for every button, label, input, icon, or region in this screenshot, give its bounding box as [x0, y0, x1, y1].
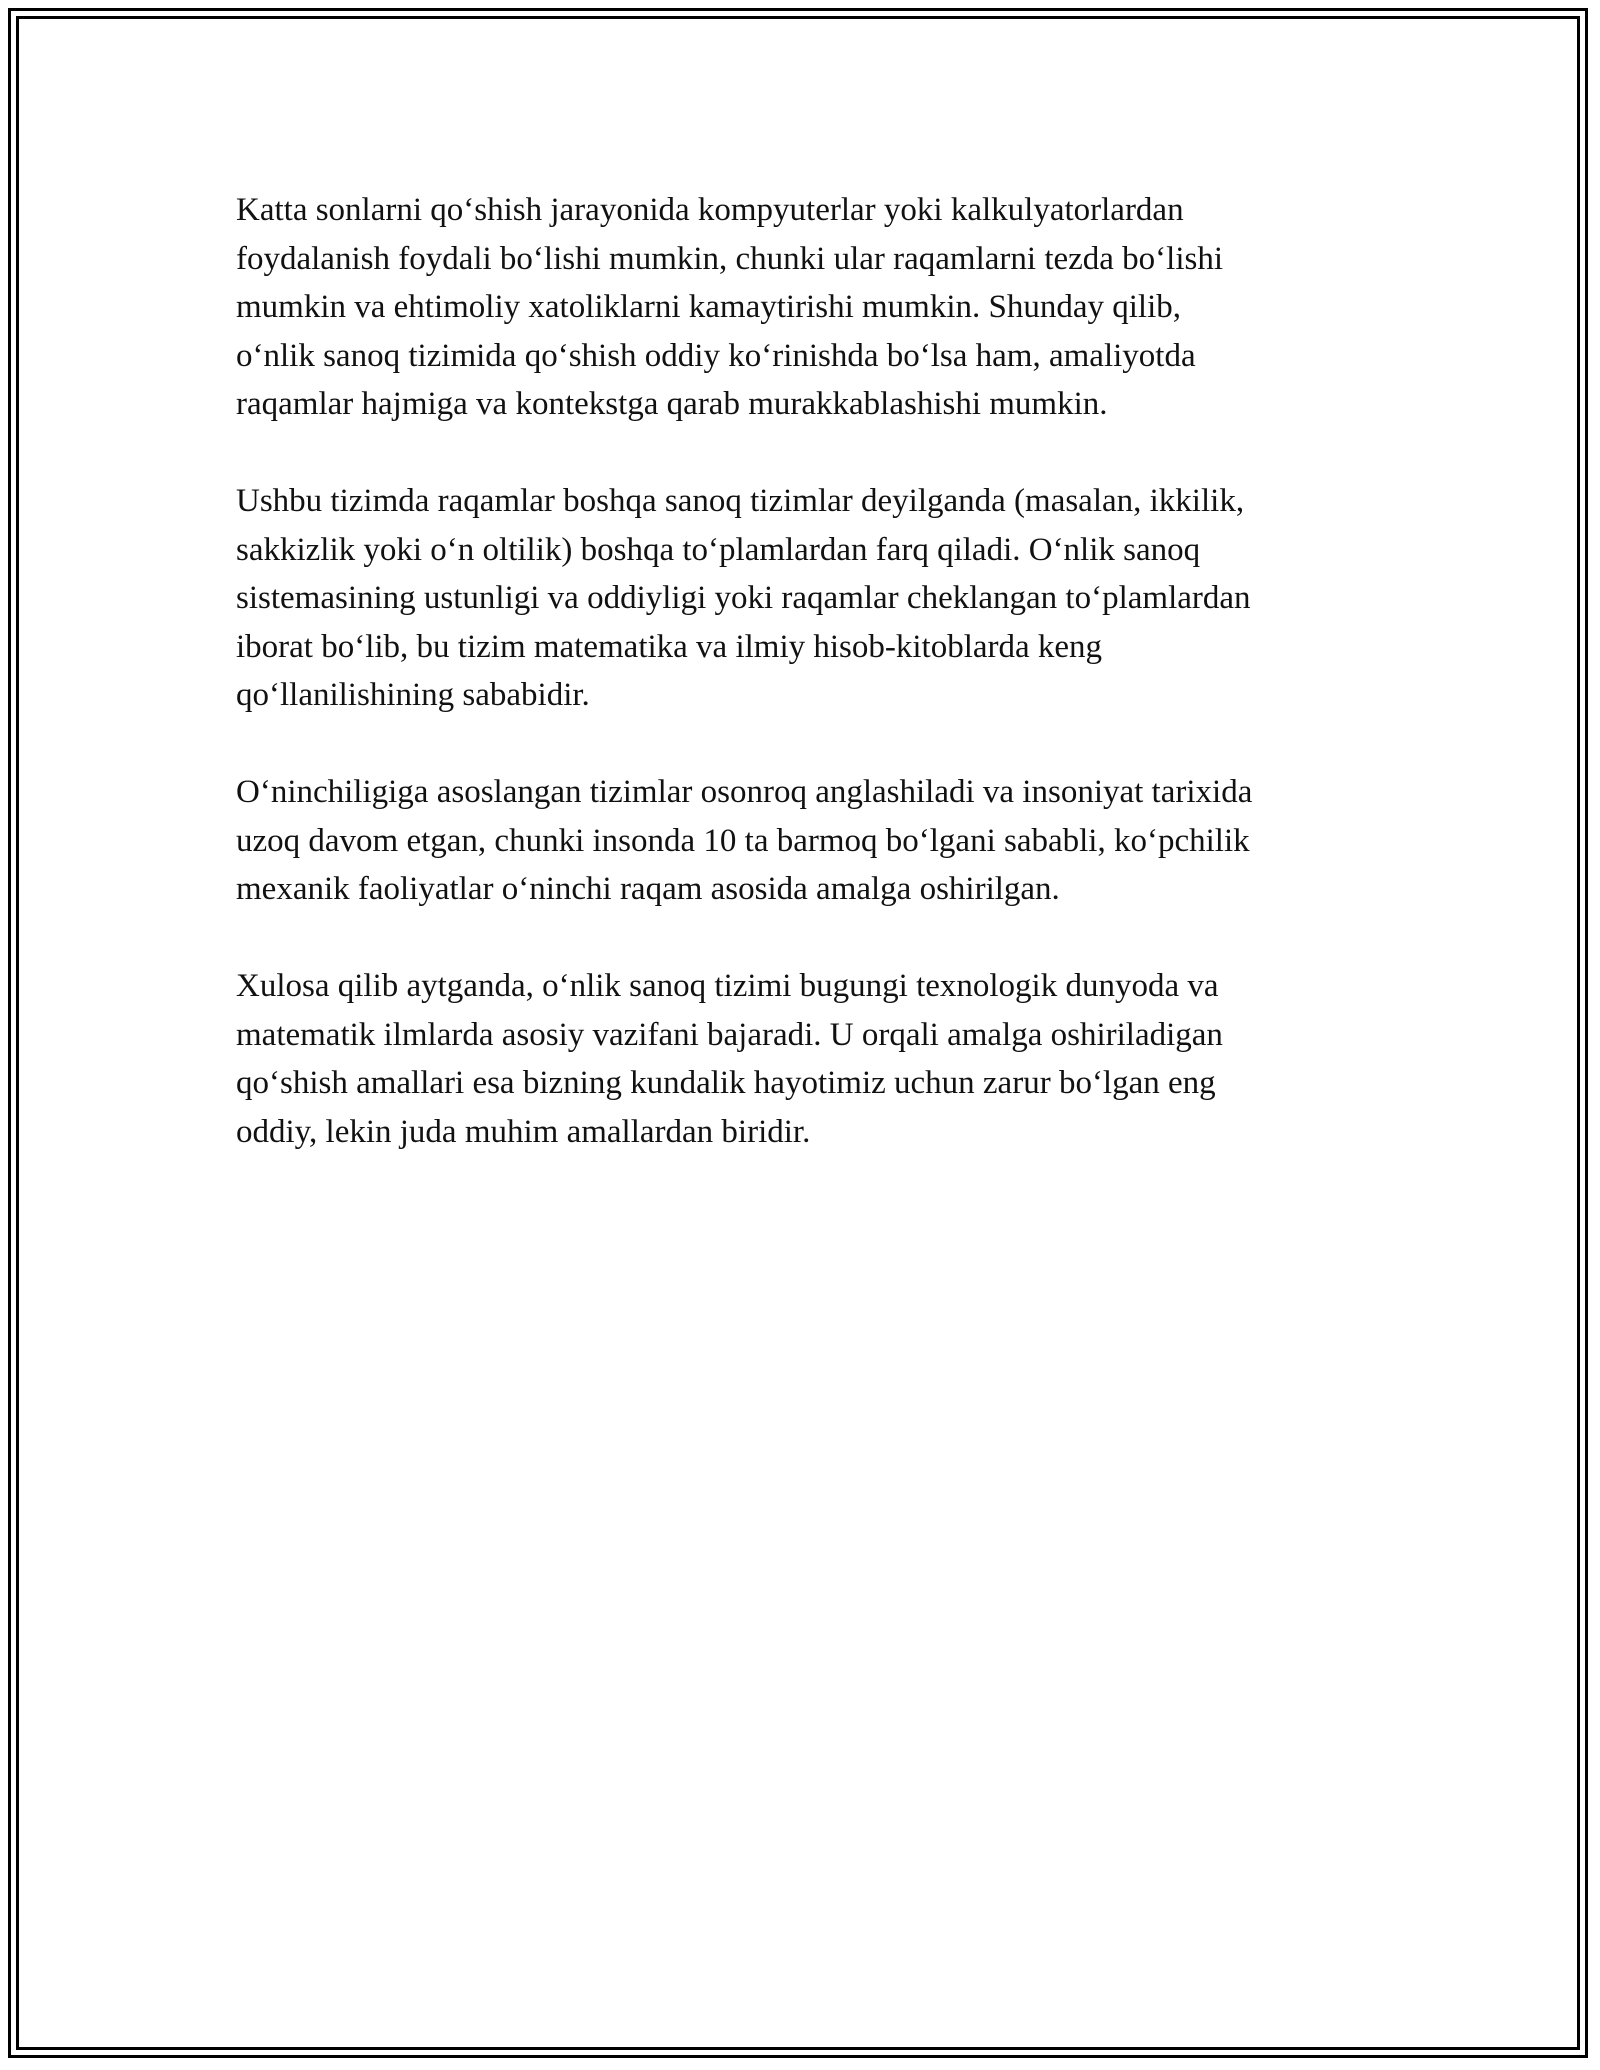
paragraph-line: sakkizlik yoki o‘n oltilik) boshqa to‘plamlardan farq qiladi. O‘nlik sanoq	[236, 531, 1201, 568]
paragraph-line: qo‘shish amallari esa bizning kundalik hayotimiz uchun zarur bo‘lgan eng	[236, 1065, 1216, 1101]
paragraph-line: mumkin va ehtimoliy xatoliklarni kamaytirishi mumkin. Shunday qilib,	[236, 289, 1181, 325]
paragraph-line: o‘nlik sanoq tizimida qo‘shish oddiy ko‘rinishda bo‘lsa ham, amaliyotda	[236, 337, 1196, 374]
paragraph-4	[236, 962, 1386, 1156]
paragraph-1	[236, 186, 1386, 429]
paragraph-line: raqamlar hajmiga va kontekstga qarab murakkablashishi mumkin.	[236, 386, 1108, 422]
paragraph-line: uzoq davom etgan, chunki insonda 10 ta barmoq bo‘lgani sababli, ko‘pchilik	[236, 822, 1250, 859]
paragraph-2	[236, 477, 1386, 720]
paragraph-line: Katta sonlarni qo‘shish jarayonida kompyuterlar yoki kalkulyatorlardan	[236, 192, 1184, 228]
paragraph-line: matematik ilmlarda asosiy vazifani bajaradi. U orqali amalga oshiriladigan	[236, 1016, 1223, 1053]
paragraph-3	[236, 768, 1386, 914]
paragraph-line: O‘ninchiligiga asoslangan tizimlar osonroq anglashiladi va insoniyat tarixida	[236, 774, 1253, 810]
paragraph-line: Ushbu tizimda raqamlar boshqa sanoq tizimlar deyilganda (masalan, ikkilik,	[236, 483, 1245, 519]
paragraph-line: mexanik faoliyatlar o‘ninchi raqam asosida amalga oshirilgan.	[236, 871, 1060, 907]
paragraph-line: foydalanish foydali bo‘lishi mumkin, chunki ular raqamlarni tezda bo‘lishi	[236, 240, 1224, 277]
paragraph-line: sistemasining ustunligi va oddiyligi yoki raqamlar cheklangan to‘plamlardan	[236, 580, 1251, 616]
paragraph-line: iborat bo‘lib, bu tizim matematika va ilmiy hisob-kitoblarda keng	[236, 628, 1103, 665]
document-body	[236, 186, 1386, 1205]
paragraph-line: oddiy, lekin juda muhim amallardan biridir.	[236, 1113, 811, 1150]
paragraph-line: Xulosa qilib aytganda, o‘nlik sanoq tizimi bugungi texnologik dunyoda va	[236, 968, 1219, 1004]
paragraph-line: qo‘llanilishining sababidir.	[236, 677, 590, 713]
